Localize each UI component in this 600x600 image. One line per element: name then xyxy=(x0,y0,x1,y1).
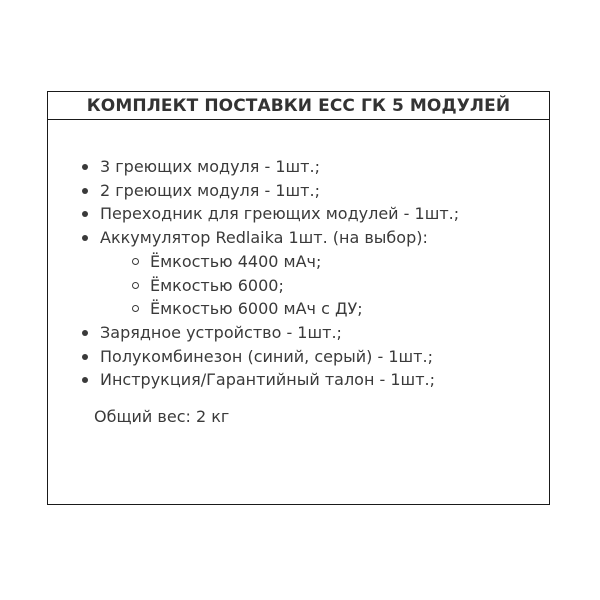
battery-option: Ёмкостью 6000; xyxy=(150,274,459,298)
list-item: Переходник для греющих модулей - 1шт.; xyxy=(100,202,459,226)
battery-option: Ёмкостью 4400 мАч; xyxy=(150,250,459,274)
battery-option: Ёмкостью 6000 мАч с ДУ; xyxy=(150,297,459,321)
box-title: КОМПЛЕКТ ПОСТАВКИ ECC ГК 5 МОДУЛЕЙ xyxy=(48,92,549,120)
list-item: 3 греющих модуля - 1шт.; xyxy=(100,155,459,179)
list-item: Зарядное устройство - 1шт.; xyxy=(100,321,459,345)
list-item: Инструкция/Гарантийный талон - 1шт.; xyxy=(100,368,459,392)
list-item-label: Аккумулятор Redlaika 1шт. (на выбор): xyxy=(100,228,428,248)
battery-options-list xyxy=(100,250,459,321)
delivery-kit-box xyxy=(47,91,550,505)
kit-items-list xyxy=(100,155,459,392)
total-weight: Общий вес: 2 кг xyxy=(94,407,230,426)
list-item: 2 греющих модуля - 1шт.; xyxy=(100,179,459,203)
list-item: Полукомбинезон (синий, серый) - 1шт.; xyxy=(100,345,459,369)
list-item-battery xyxy=(100,226,459,321)
